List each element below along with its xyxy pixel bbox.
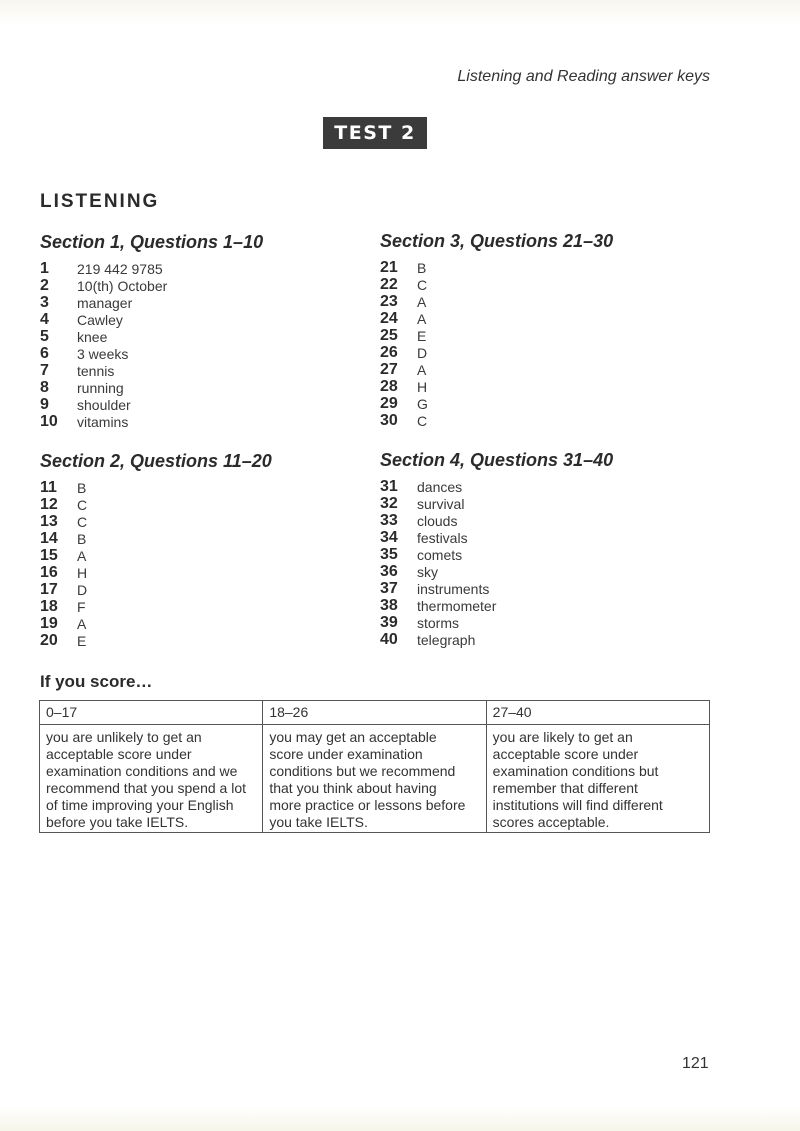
answer-text: G: [417, 395, 428, 412]
question-number: 18: [40, 597, 58, 615]
question-number: 33: [380, 511, 398, 529]
section-title: Section 2, Questions 11–20: [40, 451, 272, 471]
answer-text: 10(th) October: [77, 277, 168, 294]
answer-item: [380, 614, 700, 631]
page-number: 121: [682, 1055, 709, 1072]
answer-text: C: [417, 276, 428, 293]
answer-text: C: [417, 412, 428, 429]
question-number: 9: [40, 395, 49, 413]
answer-text: B: [77, 479, 87, 496]
answer-item: [40, 362, 360, 379]
score-description-line: examination conditions but: [492, 763, 659, 779]
answer-text: Cawley: [77, 311, 123, 328]
answer-item: [40, 581, 360, 598]
score-description-line: score under examination: [269, 746, 423, 762]
answer-text: clouds: [417, 512, 458, 529]
answer-text: A: [77, 547, 87, 564]
answer-item: [380, 512, 700, 529]
answer-item: [40, 479, 360, 496]
answer-list: [380, 259, 700, 429]
answer-text: telegraph: [417, 631, 476, 648]
answer-item: [380, 631, 700, 648]
answer-text: C: [77, 513, 88, 530]
question-number: 24: [380, 309, 398, 327]
answer-text: A: [417, 310, 427, 327]
answer-item: [40, 277, 360, 294]
answer-item: [40, 632, 360, 649]
question-number: 39: [380, 613, 398, 631]
answer-item: [40, 396, 360, 413]
answer-item: [380, 563, 700, 580]
question-number: 14: [40, 529, 58, 547]
question-number: 11: [40, 478, 57, 496]
answer-text: knee: [77, 328, 108, 345]
answer-item: [380, 597, 700, 614]
section-3: [380, 231, 700, 429]
question-number: 29: [380, 394, 398, 412]
question-number: 38: [380, 596, 398, 614]
score-heading: If you score…: [40, 672, 153, 691]
section-4: [380, 450, 700, 648]
answer-item: [380, 478, 700, 495]
question-number: 1: [40, 259, 49, 277]
question-number: 20: [40, 631, 58, 649]
answer-text: thermometer: [417, 597, 497, 614]
answer-text: sky: [417, 563, 438, 580]
answer-item: [380, 259, 700, 276]
answer-item: [40, 547, 360, 564]
answer-item: [40, 615, 360, 632]
answer-list: [40, 260, 360, 430]
answer-text: manager: [77, 294, 133, 311]
question-number: 30: [380, 411, 398, 429]
answer-item: [40, 311, 360, 328]
score-description-line: institutions will find different: [492, 797, 663, 813]
score-description-cell: [486, 725, 709, 833]
answer-text: B: [417, 259, 427, 276]
score-description-line: you are likely to get an: [492, 729, 633, 745]
question-number: 28: [380, 377, 398, 395]
answer-text: storms: [417, 614, 459, 631]
score-description-line: of time improving your English: [46, 797, 234, 813]
answer-text: H: [417, 378, 428, 395]
question-number: 27: [380, 360, 398, 378]
question-number: 2: [40, 276, 49, 294]
score-description-cell: [40, 725, 263, 833]
answer-list: [380, 478, 700, 648]
question-number: 7: [40, 361, 49, 379]
question-number: 17: [40, 580, 58, 598]
section-title: Section 1, Questions 1–10: [40, 232, 264, 252]
answer-item: [380, 580, 700, 597]
score-description-line: that you think about having: [269, 780, 437, 796]
question-number: 8: [40, 378, 49, 396]
question-number: 32: [380, 494, 398, 512]
answer-text: comets: [417, 546, 463, 563]
answer-item: [380, 378, 700, 395]
answer-item: [40, 294, 360, 311]
answer-text: instruments: [417, 580, 490, 597]
answer-text: F: [77, 598, 86, 615]
answer-text: E: [417, 327, 427, 344]
answer-text: running: [77, 379, 124, 396]
answer-item: [40, 530, 360, 547]
score-description-line: recommend that you spend a lot: [46, 780, 247, 796]
answer-item: [40, 260, 360, 277]
question-number: 31: [380, 477, 398, 495]
section-2: [40, 451, 360, 649]
running-header: Listening and Reading answer keys: [457, 68, 710, 85]
answer-item: [40, 345, 360, 362]
question-number: 21: [380, 258, 398, 276]
answer-text: H: [77, 564, 88, 581]
score-description-line: more practice or lessons before: [269, 797, 466, 813]
score-description-line: examination conditions and we: [46, 763, 238, 779]
answer-item: [380, 412, 700, 429]
answer-text: A: [77, 615, 87, 632]
question-number: 6: [40, 344, 49, 362]
question-number: 40: [380, 630, 398, 648]
answer-text: E: [77, 632, 87, 649]
answer-item: [380, 344, 700, 361]
answer-text: C: [77, 496, 88, 513]
answer-item: [380, 276, 700, 293]
section-1: [40, 232, 360, 430]
answer-item: [380, 293, 700, 310]
answer-list: [40, 479, 360, 649]
score-range-cell: 18–26: [263, 701, 486, 725]
answer-item: [40, 413, 360, 430]
answer-item: [380, 327, 700, 344]
score-description-line: before you take IELTS.: [46, 814, 189, 830]
question-number: 15: [40, 546, 58, 564]
score-description-line: scores acceptable.: [492, 814, 610, 830]
question-number: 10: [40, 412, 58, 430]
question-number: 16: [40, 563, 58, 581]
answer-text: D: [77, 581, 88, 598]
score-description-line: you are unlikely to get an: [46, 729, 202, 745]
answer-text: 3 weeks: [77, 345, 129, 362]
answer-item: [40, 598, 360, 615]
question-number: 36: [380, 562, 398, 580]
score-range-row: [40, 701, 710, 725]
question-number: 5: [40, 327, 49, 345]
answer-item: [40, 496, 360, 513]
test-badge: TEST 2: [323, 117, 427, 149]
score-description-line: you take IELTS.: [269, 814, 368, 830]
answer-item: [40, 328, 360, 345]
answer-text: dances: [417, 478, 463, 495]
question-number: 34: [380, 528, 398, 546]
answer-text: D: [417, 344, 428, 361]
question-number: 19: [40, 614, 58, 632]
question-number: 37: [380, 579, 398, 597]
score-description-line: acceptable score under: [492, 746, 639, 762]
answer-text: festivals: [417, 529, 468, 546]
answer-text: tennis: [77, 362, 115, 379]
question-number: 26: [380, 343, 398, 361]
answer-item: [40, 379, 360, 396]
page-edge-bottom: [0, 1106, 800, 1131]
page-edge-top: [0, 0, 800, 26]
score-description-line: remember that different: [492, 780, 638, 796]
question-number: 25: [380, 326, 398, 344]
question-number: 3: [40, 293, 49, 311]
question-number: 4: [40, 310, 49, 328]
question-number: 35: [380, 545, 398, 563]
answer-item: [40, 564, 360, 581]
score-description-row: [40, 725, 710, 833]
score-range-cell: 27–40: [486, 701, 709, 725]
section-title: Section 3, Questions 21–30: [380, 231, 614, 251]
question-number: 13: [40, 512, 58, 530]
answer-text: 219 442 9785: [77, 260, 163, 277]
score-description-cell: [263, 725, 486, 833]
answer-item: [380, 310, 700, 327]
answer-item: [380, 529, 700, 546]
score-description-line: acceptable score under: [46, 746, 192, 762]
answer-text: shoulder: [77, 396, 131, 413]
score-range-cell: 0–17: [40, 701, 263, 725]
answer-item: [380, 395, 700, 412]
listening-heading: LISTENING: [40, 191, 160, 212]
answer-text: vitamins: [77, 413, 129, 430]
question-number: 22: [380, 275, 398, 293]
question-number: 23: [380, 292, 398, 310]
score-description-line: conditions but we recommend: [269, 763, 456, 779]
answer-text: A: [417, 293, 427, 310]
answer-item: [380, 546, 700, 563]
answer-text: B: [77, 530, 87, 547]
answer-text: A: [417, 361, 427, 378]
score-description-line: you may get an acceptable: [269, 729, 437, 745]
answer-item: [40, 513, 360, 530]
score-table: [39, 700, 710, 833]
question-number: 12: [40, 495, 58, 513]
section-title: Section 4, Questions 31–40: [380, 450, 614, 470]
answer-item: [380, 495, 700, 512]
answer-item: [380, 361, 700, 378]
answer-text: survival: [417, 495, 465, 512]
